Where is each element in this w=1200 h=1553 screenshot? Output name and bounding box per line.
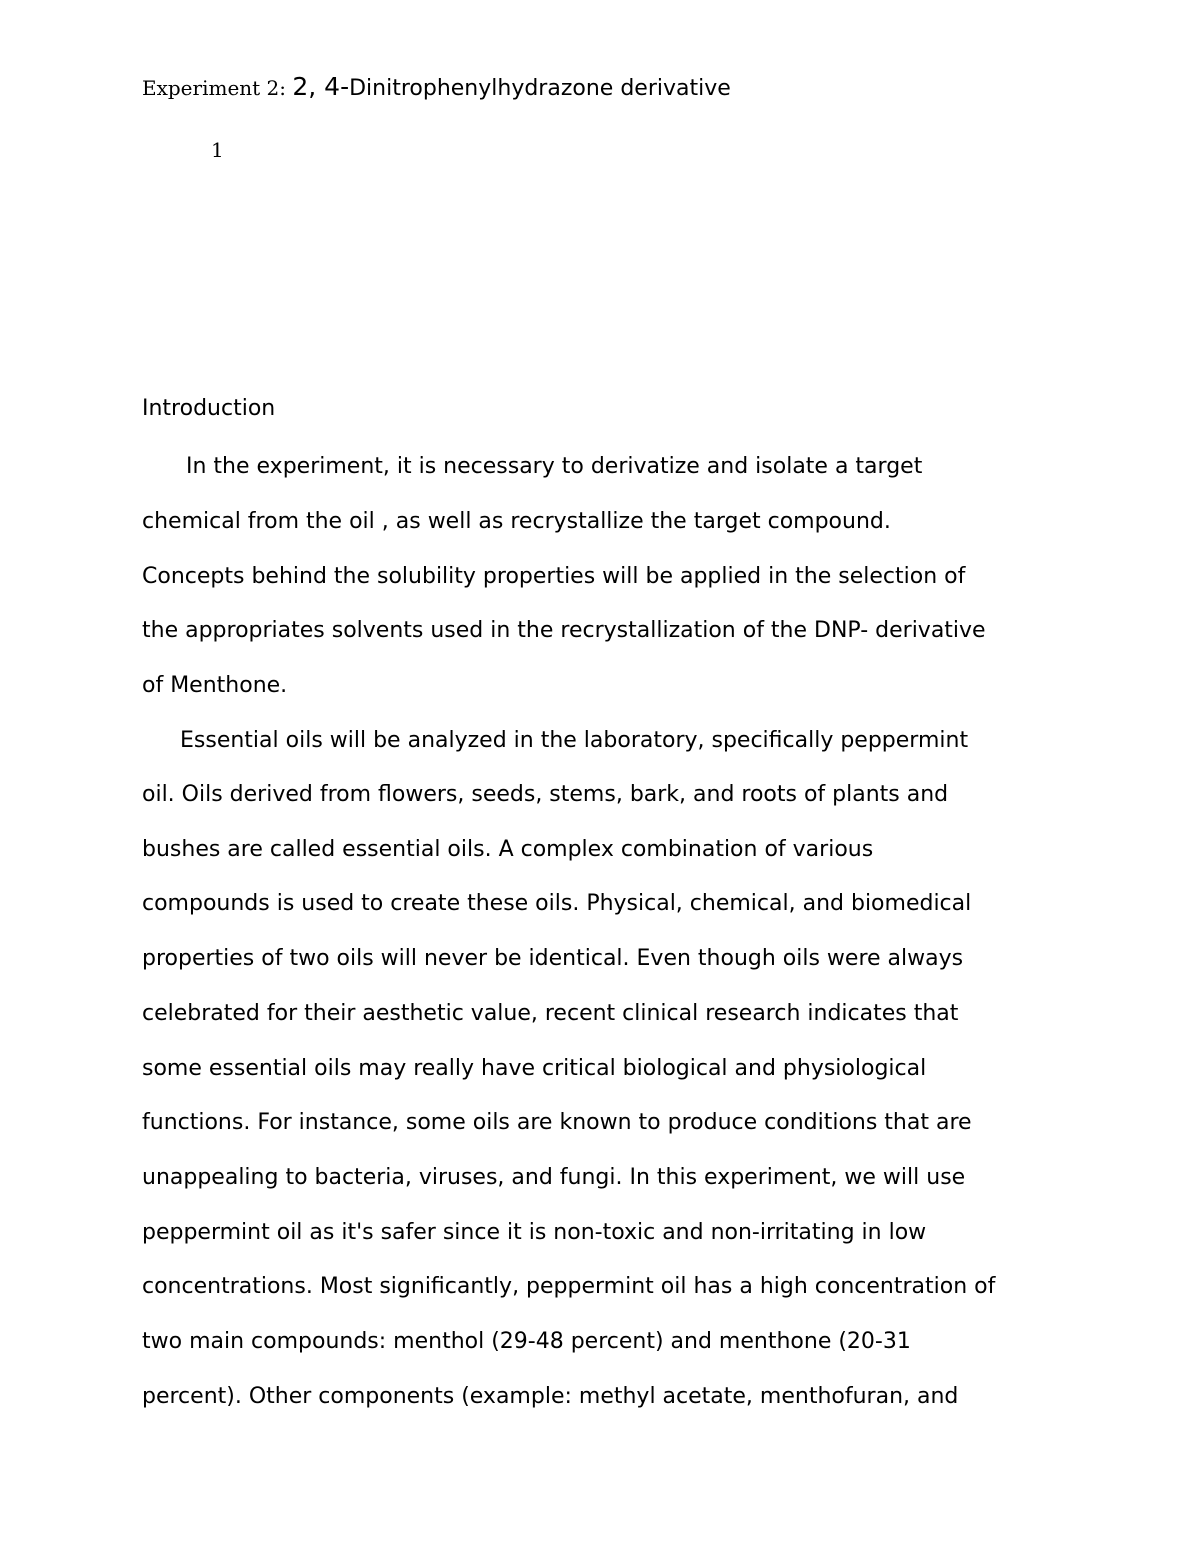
paragraph-line: unappealing to bacteria, viruses, and fungi. In this experiment, we will use <box>142 1165 966 1190</box>
paragraph-line: oil. Oils derived from flowers, seeds, stems, bark, and roots of plants and <box>142 782 949 807</box>
paragraph-line: Essential oils will be analyzed in the laboratory, specifically peppermint <box>180 728 969 753</box>
paragraph-line: In the experiment, it is necessary to derivatize and isolate a target <box>186 454 923 479</box>
paragraph-line: some essential oils may really have critical biological and physiological <box>142 1056 927 1081</box>
paragraph-line: peppermint oil as it's safer since it is non-toxic and non-irritating in low <box>142 1220 927 1245</box>
paragraph-line: concentrations. Most significantly, peppermint oil has a high concentration of <box>142 1274 996 1299</box>
title-numbers: 2, 4- <box>292 72 350 101</box>
paragraph-line: percent). Other components (example: methyl acetate, menthofuran, and <box>142 1384 959 1409</box>
document-title <box>142 72 731 101</box>
paragraph-line: bushes are called essential oils. A complex combination of various <box>142 837 874 862</box>
paragraph-line: compounds is used to create these oils. Physical, chemical, and biomedical <box>142 891 972 916</box>
paragraph-line: properties of two oils will never be identical. Even though oils were always <box>142 946 964 971</box>
paragraph-line: chemical from the oil , as well as recrystallize the target compound. <box>142 509 891 534</box>
paragraph-line: of Menthone. <box>142 673 288 698</box>
title-prefix: Experiment 2: <box>142 76 293 100</box>
paragraph-line: two main compounds: menthol (29-48 percent) and menthone (20-31 <box>142 1329 911 1354</box>
section-heading: Introduction <box>142 396 276 421</box>
paragraph-line: Concepts behind the solubility properties will be applied in the selection of <box>142 564 966 589</box>
paragraph-line: celebrated for their aesthetic value, recent clinical research indicates that <box>142 1001 959 1026</box>
page-number: 1 <box>211 138 224 162</box>
paragraph-line: functions. For instance, some oils are known to produce conditions that are <box>142 1110 972 1135</box>
paragraph-line: the appropriates solvents used in the recrystallization of the DNP- derivative <box>142 618 986 643</box>
title-rest: Dinitrophenylhydrazone derivative <box>349 76 731 101</box>
